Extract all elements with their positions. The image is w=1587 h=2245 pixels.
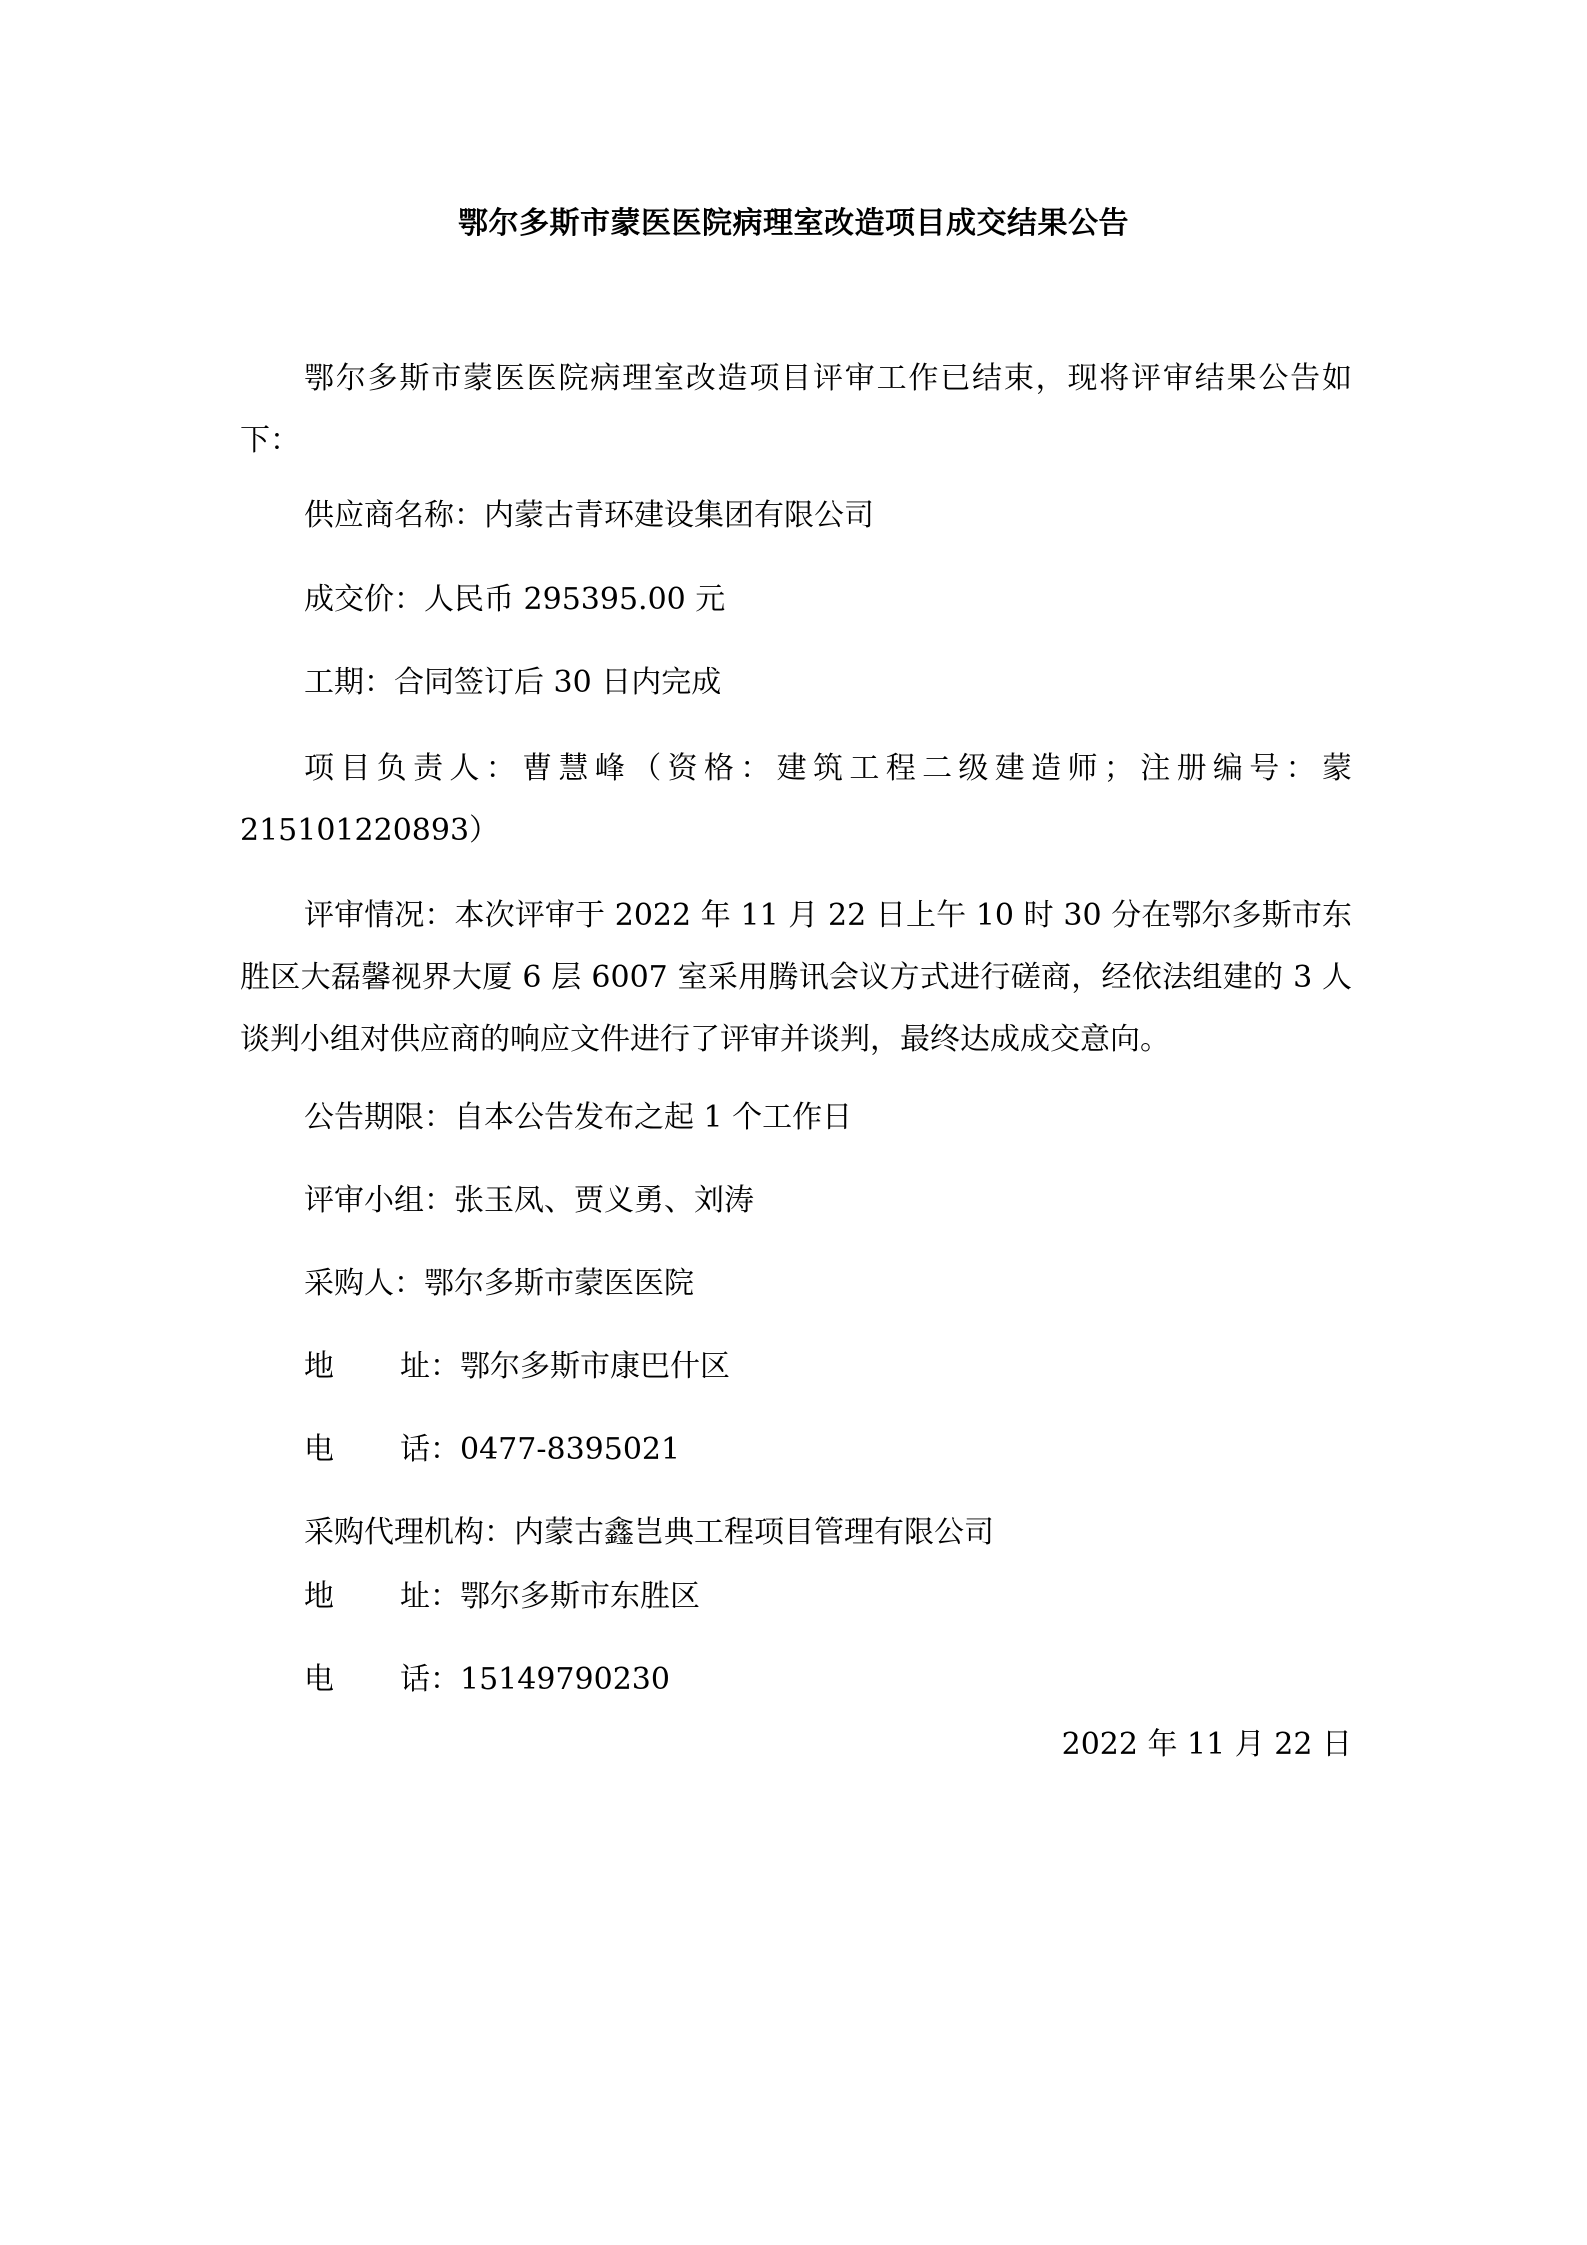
address-label-char-1: 地 xyxy=(304,1579,334,1614)
announcement-date: 2022 年 11 月 22 日 xyxy=(1061,1727,1352,1762)
agency-phone-value: 15149790230 xyxy=(460,1662,670,1697)
phone-label-char-1: 电 xyxy=(304,1662,334,1697)
panel-line: 评审小组：张玉凤、贾义勇、刘涛 xyxy=(304,1183,754,1218)
address-label-char-2: 址： xyxy=(400,1349,460,1384)
purchaser-phone-value: 0477-8395021 xyxy=(460,1432,681,1467)
address-label-char-1: 地 xyxy=(304,1349,334,1384)
agency-line: 采购代理机构：内蒙古鑫岂典工程项目管理有限公司 xyxy=(304,1515,994,1550)
purchaser-line: 采购人：鄂尔多斯市蒙医医院 xyxy=(304,1266,694,1301)
duration-line: 工期：合同签订后 30 日内完成 xyxy=(304,665,722,700)
agency-phone-line xyxy=(304,1659,670,1701)
supplier-line: 供应商名称：内蒙古青环建设集团有限公司 xyxy=(304,498,874,533)
agency-address-line xyxy=(304,1576,700,1618)
intro-paragraph: 鄂尔多斯市蒙医医院病理室改造项目评审工作已结束，现将评审结果公告如下： xyxy=(240,361,1352,458)
phone-label-char-1: 电 xyxy=(304,1432,334,1467)
document-title: 鄂尔多斯市蒙医医院病理室改造项目成交结果公告 xyxy=(458,206,1129,241)
review-paragraph: 评审情况：本次评审于 2022 年 11 月 22 日上午 10 时 30 分在鄂尔多斯市东胜区大磊馨视界大厦 6 层 6007 室采用腾讯会议方式进行磋商，经依法组建的 3 人谈判小组对供应商的响应文件进行了评审并谈判，最终达成成交意向。 xyxy=(240,898,1352,1057)
purchaser-address-line xyxy=(304,1346,730,1388)
agency-address-value: 鄂尔多斯市东胜区 xyxy=(460,1579,700,1614)
period-line: 公告期限：自本公告发布之起 1 个工作日 xyxy=(304,1100,853,1135)
address-label-char-2: 址： xyxy=(400,1579,460,1614)
purchaser-address-value: 鄂尔多斯市康巴什区 xyxy=(460,1349,730,1384)
phone-label-char-2: 话： xyxy=(400,1662,460,1697)
phone-label-char-2: 话： xyxy=(400,1432,460,1467)
price-line: 成交价：人民币 295395.00 元 xyxy=(304,582,726,617)
manager-paragraph: 项目负责人：曹慧峰（资格：建筑工程二级建造师；注册编号：蒙215101220893） xyxy=(240,751,1352,848)
purchaser-phone-line xyxy=(304,1429,680,1471)
